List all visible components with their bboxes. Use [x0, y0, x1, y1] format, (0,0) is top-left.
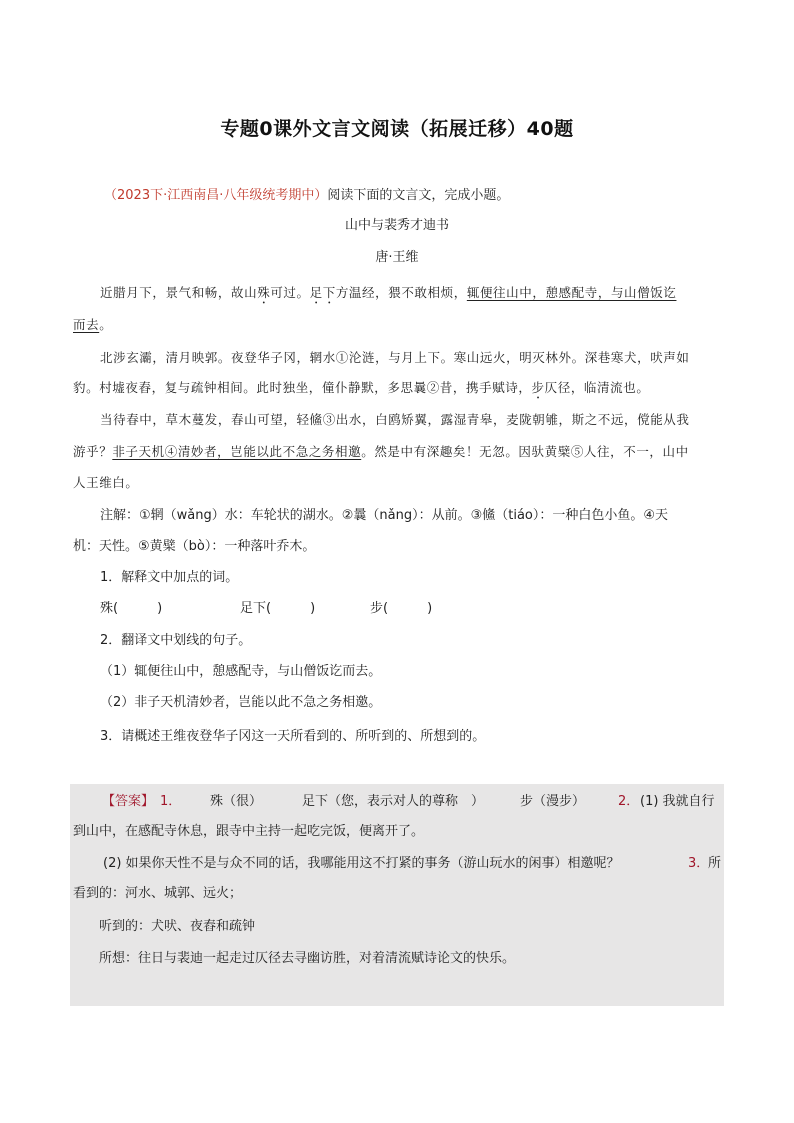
source-tag: （2023下·江西南昌·八年级统考期中） — [104, 188, 328, 203]
passage-author: 唐·王维 — [375, 250, 419, 265]
underlined-sentence-1: 辄便往山中，憩感配寺，与山僧饭讫 — [466, 285, 677, 300]
question-source — [104, 186, 754, 206]
passage-p3-line2: 游乎？非子天机④清妙者，岂能以此不急之务相邀。然是中有深趣矣！无忽。因驮黄檗⑤人往，不一，山中 — [73, 444, 689, 459]
passage-p1-line1: 近腊月下，景气和畅，故山殊可过。足下方温经，猥不敢相烦，辄便往山中，憩感配寺，与山僧饭讫 — [100, 285, 677, 300]
document-title: 专题0课外文言文阅读（拓展迁移）40题 — [220, 118, 574, 140]
fill-blank-bu: 步( ) — [370, 601, 433, 616]
question-2-1: （1）辄便往山中，憩感配寺，与山僧饭讫而去。 — [100, 664, 382, 679]
answer-line2: 到山中，在感配寺休息，跟寺中主持一起吃完饭，便离开了。 — [73, 824, 425, 839]
question-2: 2．翻译文中划线的句子。 — [100, 633, 252, 648]
question-2-2: （2）非子天机清妙者，岂能以此不急之务相邀。 — [100, 695, 382, 710]
question-3: 3．请概述王维夜登华子冈这一天所看到的、所听到的、所想到的。 — [100, 729, 486, 744]
fill-blank-shu: 殊( ) — [100, 601, 163, 616]
answer-line4: 看到的：河水、城郭、远火； — [73, 886, 243, 901]
source-instruction: 阅读下面的文言文，完成小题。 — [327, 188, 510, 203]
dotted-word-bu: 步 — [531, 380, 545, 395]
notes-line1: 注解：①辋（wǎng）水：车轮状的湖水。②曩（nǎng）：从前。③鯈（tiáo）：一种白色小鱼。④天 — [100, 508, 669, 523]
answer-line6: 所想：往日与裴迪一起走过仄径去寻幽访胜，对着清流赋诗论文的快乐。 — [99, 951, 516, 966]
passage-p2-line2: 豹。村墟夜舂，复与疏钟相间。此时独坐，僮仆静默，多思曩②昔，携手赋诗，步仄径，临清流也。 — [73, 380, 650, 395]
question-1: 1．解释文中加点的词。 — [100, 570, 239, 585]
passage-p3-line1: 当待春中，草木蔓发，春山可望，轻鯈③出水，白鸥矫翼，露湿青皋，麦陇朝雊，斯之不远，傥能从我 — [100, 412, 690, 427]
passage-p1-line2: 而去。 — [73, 317, 113, 332]
passage-p2-line1: 北涉玄灞，清月映郭。夜登华子冈，辋水①沦涟，与月上下。寒山远火，明灭林外。深巷寒犬，吠声如 — [100, 350, 690, 365]
notes-line2: 机：天性。⑤黄檗（bò）：一种落叶乔木。 — [73, 539, 316, 554]
dotted-word-zuxia: 足下 — [309, 285, 336, 300]
answer-line5: 听到的：犬吠、夜舂和疏钟 — [99, 919, 256, 934]
answer-tag: 【答案】 — [102, 794, 155, 809]
question-1-fill-row — [100, 599, 750, 619]
dotted-word-shu: 殊 — [257, 285, 271, 300]
passage-p3-line3: 人王维白。 — [73, 475, 139, 490]
passage-heading: 山中与裴秀才迪书 — [344, 218, 449, 233]
answer-box: 【答案】 1． 殊（很） 足下（您，表示对人的尊称 ） 步（漫步） 2． (1) 我就自行 到山中，在感配寺休息，跟寺中主持一起吃完饭，便离开了。 (2) 如果你天性不是与众不同的话，我哪能用这不打紧的事务（游山玩水的闲事）相邀呢？ 3． 所 看到的：河水、城郭、远火； 听到的：犬吠、夜舂和疏钟 所想：往日与裴迪一起走过仄径去寻幽访胜，对着清流赋诗论文的快乐。 — [70, 784, 724, 1006]
underlined-sentence-2: 非子天机④清妙者，岂能以此不急之务相邀 — [112, 444, 362, 459]
fill-blank-zuxia: 足下( ) — [240, 601, 316, 616]
